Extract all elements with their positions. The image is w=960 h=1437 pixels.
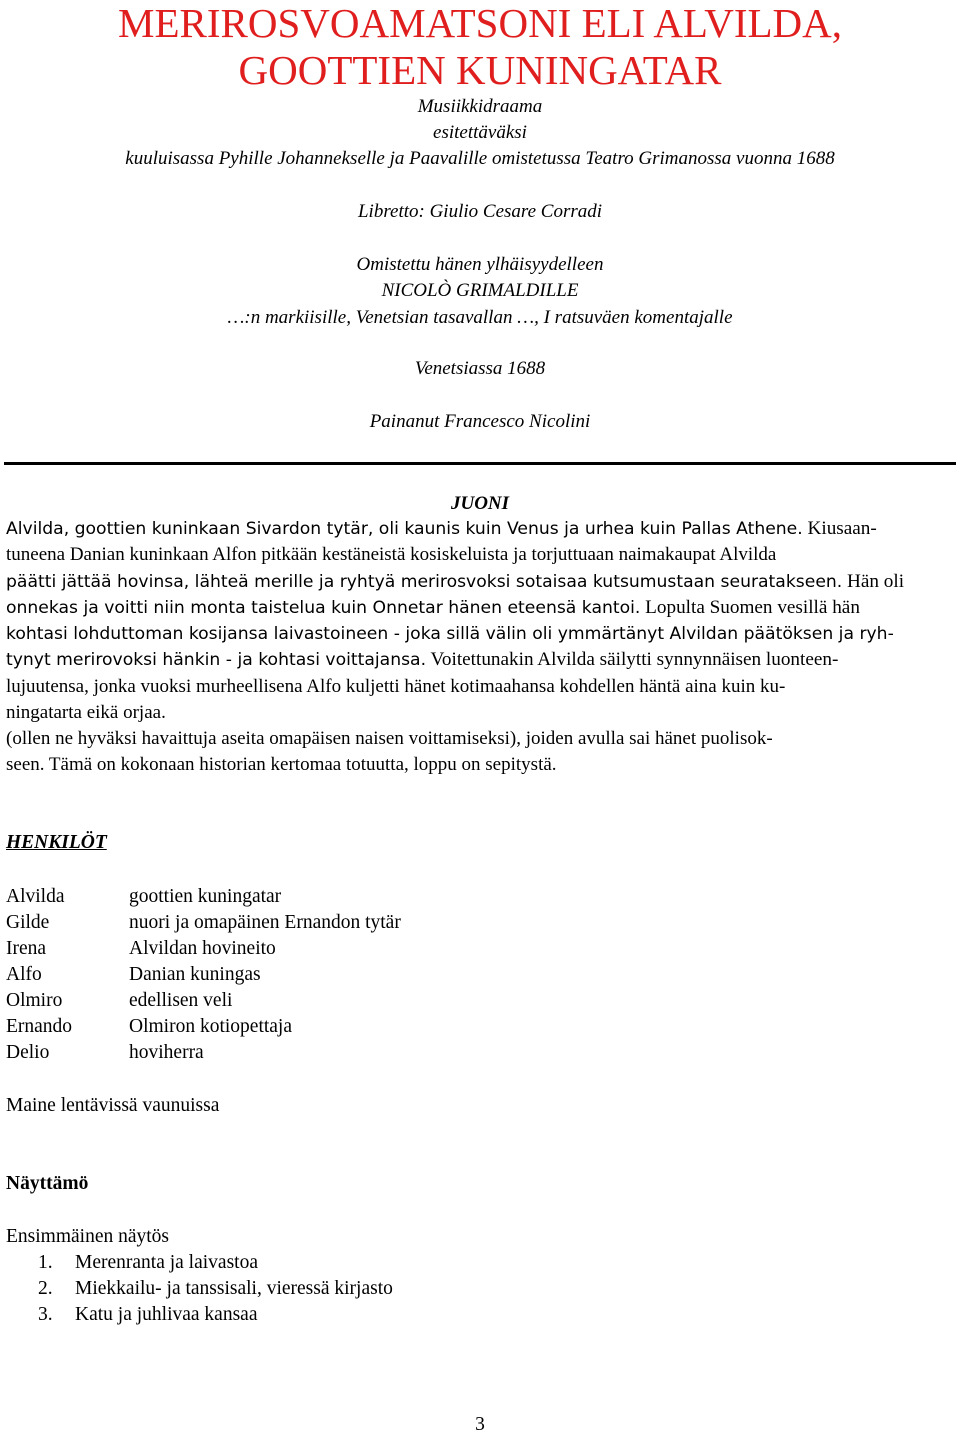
scene-text: Katu ja juhlivaa kansaa <box>75 1304 258 1325</box>
character-role: Danian kuningas <box>129 964 261 985</box>
dedication-line-2: NICOLÒ GRIMALDILLE <box>381 280 579 301</box>
plot-line: (ollen ne hyväksi havaittuja aseita omapäisen naisen voittamiseksi), joiden avulla sai hänet puolisok- <box>6 728 773 749</box>
extra-character-line: Maine lentävissä vaunuissa <box>6 1095 220 1116</box>
plot-line: onnekas ja voitti niin monta taistelua kuin Onnetar hänen eteensä kantoi. Lopulta Suomen vesillä hän <box>6 597 860 618</box>
plot-line: päätti jättää hovinsa, lähteä merille ja ryhtyä merirosvoksi sotaisaa kutsumustaan seuratakseen. Hän oli <box>6 571 905 592</box>
scene-number: 1. <box>38 1252 53 1273</box>
character-role: nuori ja omapäinen Ernandon tytär <box>129 912 401 933</box>
character-name: Gilde <box>6 912 50 933</box>
genre-line: Musiikkidraama <box>417 96 543 117</box>
libretto-line: Libretto: Giulio Cesare Corradi <box>357 201 603 222</box>
dedication-line-1: Omistettu hänen ylhäisyydelleen <box>356 254 604 275</box>
character-name: Alfo <box>6 964 42 985</box>
scene-text: Merenranta ja laivastoa <box>75 1252 258 1273</box>
title-line-1: MERIROSVOAMATSONI ELI ALVILDA, <box>118 0 842 46</box>
character-name: Ernando <box>6 1016 73 1037</box>
printer-line: Painanut Francesco Nicolini <box>369 411 591 432</box>
plot-line: seen. Tämä on kokonaan historian kertomaa totuutta, loppu on sepitystä. <box>6 754 557 775</box>
character-name: Olmiro <box>6 990 63 1011</box>
scene-text: Miekkailu- ja tanssisali, vieressä kirjasto <box>75 1278 393 1299</box>
scene-number: 2. <box>38 1278 53 1299</box>
characters-heading: HENKILÖT <box>6 832 107 853</box>
plot-line: tynyt merirovoksi hänkin - ja kohtasi voittajansa. Voitettunakin Alvilda säilytti synnynnäisen luonteen- <box>6 649 839 670</box>
plot-line: kohtasi lohduttoman kosijansa laivastoineen - joka sillä välin oli ymmärtänyt Alvildan päätöksen ja ryh- <box>6 624 894 644</box>
plot-line: ningatarta eikä orjaa. <box>6 702 166 723</box>
scenes-heading: Näyttämö <box>6 1173 89 1194</box>
plot-line: tuneena Danian kuninkaan Alfon pitkään kestäneistä kosiskeluista ja torjuttuaan naimakaupat Alvilda <box>6 544 777 565</box>
character-name: Delio <box>6 1042 50 1063</box>
dedication-line-3: …:n markiisille, Venetsian tasavallan …, I ratsuväen komentajalle <box>227 307 733 328</box>
scene-number: 3. <box>38 1304 53 1325</box>
act-line: Ensimmäinen näytös <box>6 1226 170 1247</box>
performed-line: esitettäväksi <box>433 122 527 143</box>
character-role: hoviherra <box>129 1042 204 1063</box>
character-role: Olmiron kotiopettaja <box>129 1016 293 1037</box>
document-title <box>0 0 960 94</box>
place-year-line: Venetsiassa 1688 <box>414 358 546 379</box>
plot-line: Alvilda, goottien kuninkaan Sivardon tytär, oli kaunis kuin Venus ja urhea kuin Pallas Athene. Kiusaan- <box>6 518 877 539</box>
character-role: Alvildan hovineito <box>129 938 276 959</box>
character-role: goottien kuningatar <box>129 886 282 907</box>
venue-line: kuuluisassa Pyhille Johannekselle ja Paavalille omistetussa Teatro Grimanossa vuonna 1688 <box>125 148 835 169</box>
horizontal-rule <box>4 462 956 465</box>
character-name: Alvilda <box>6 886 65 907</box>
page-number: 3 <box>475 1414 485 1435</box>
character-name: Irena <box>6 938 47 959</box>
plot-line: lujuutensa, jonka vuoksi murheellisena Alfo kuljetti hänet kotimaahansa kohdellen häntä aina kuin ku- <box>6 676 786 697</box>
plot-heading: JUONI <box>450 493 510 514</box>
title-line-2: GOOTTIEN KUNINGATAR <box>238 47 722 93</box>
character-role: edellisen veli <box>129 990 233 1011</box>
